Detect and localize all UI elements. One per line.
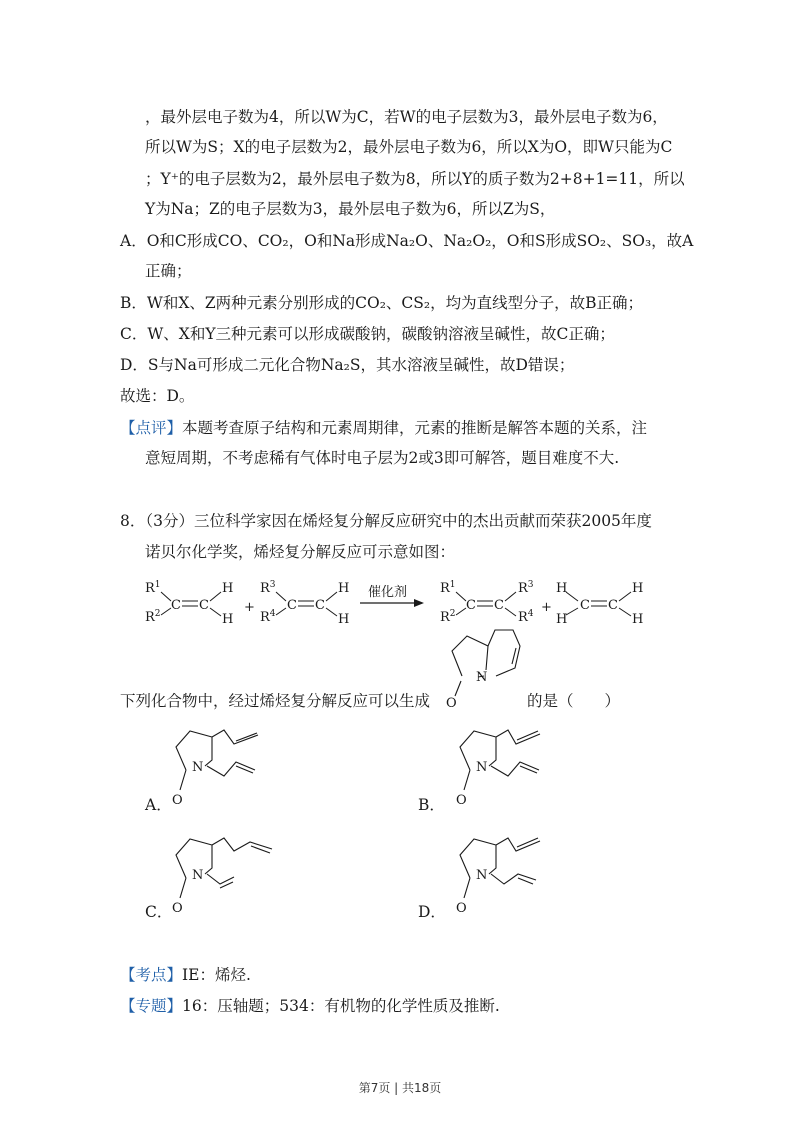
svg-text:R4: $R^4$ xyxy=(260,609,276,625)
kaodian-tag: 【考点】 xyxy=(120,966,183,984)
svg-text:C: C xyxy=(466,598,476,613)
option-b-label: B． xyxy=(418,796,445,814)
question-8-prompt-left: 下列化合物中，经过烯烃复分解反应可以生成 xyxy=(120,692,431,710)
solution-line-1: ，最外层电子数为4，所以W为C，若W的电子层数为3，最外层电子数为6， xyxy=(145,108,668,126)
svg-text:R3: $R^3$ xyxy=(518,580,534,596)
svg-text:C: C xyxy=(199,598,209,613)
svg-text:C: C xyxy=(315,598,325,613)
svg-text:C: C xyxy=(494,598,504,613)
svg-text:H: H xyxy=(222,612,234,627)
svg-text:O: O xyxy=(172,793,183,808)
comment-line-2: 意短周期，不考虑稀有气体时电子层为2或3即可解答，题目难度不大. xyxy=(145,449,620,467)
svg-text:O: O xyxy=(456,793,467,808)
option-c-label: C． xyxy=(145,903,173,921)
svg-text:R3: $R^3$ xyxy=(260,580,276,596)
svg-text:N: N xyxy=(476,868,488,883)
kaodian-text: IE：烯烃. xyxy=(182,966,251,984)
svg-text:N: N xyxy=(192,760,204,775)
solution-line-2: 所以W为S；X的电子层数为2，最外层电子数为6，所以X为O，即W只能为C xyxy=(145,138,673,156)
svg-text:H: H xyxy=(338,612,350,627)
solution-line-3: ；Y⁺的电子层数为2，最外层电子数为8，所以Y的质子数为2+8+1=11，所以 xyxy=(145,170,685,188)
svg-text:+: + xyxy=(244,600,255,615)
kaodian-line xyxy=(120,964,251,986)
svg-text:N: N xyxy=(476,670,488,685)
svg-text:O: O xyxy=(446,696,457,711)
svg-text:催化剂: 催化剂 xyxy=(368,585,408,600)
zhuanti-tag: 【专题】 xyxy=(120,997,183,1015)
page-footer: 第7页 | 共18页 xyxy=(358,1081,442,1095)
svg-text:R1: $R^1$ xyxy=(440,580,456,596)
svg-text:R4: $R^4$ xyxy=(518,609,534,625)
svg-text:N: N xyxy=(192,868,204,883)
question-8-line-1: 8．（3分）三位科学家因在烯烃复分解反应研究中的杰出贡献而荣获2005年度 xyxy=(120,512,652,530)
zhuanti-line xyxy=(120,995,500,1017)
answer-line: 故选：D。 xyxy=(120,387,195,405)
svg-text:H: H xyxy=(556,612,568,627)
question-8-prompt-right: 的是（ ） xyxy=(527,692,621,710)
comment-tag: 【点评】 xyxy=(120,419,183,437)
svg-text:C: C xyxy=(287,598,297,613)
svg-text:H: H xyxy=(556,581,568,596)
svg-text:C: C xyxy=(608,598,618,613)
svg-text:H: H xyxy=(632,581,644,596)
svg-text:O: O xyxy=(172,901,183,916)
analysis-c: C．W、X和Y三种元素可以形成碳酸钠，碳酸钠溶液呈碱性，故C正确； xyxy=(120,325,615,343)
analysis-b: B．W和X、Z两种元素分别形成的CO₂、CS₂，均为直线型分子，故B正确； xyxy=(120,294,643,312)
svg-text:C: C xyxy=(580,598,590,613)
svg-text:R2: $R^2$ xyxy=(440,609,456,625)
svg-text:H: H xyxy=(632,612,644,627)
comment-text-1: 本题考查原子结构和元素周期律，元素的推断是解答本题的关系，注 xyxy=(182,419,648,437)
svg-text:O: O xyxy=(456,901,467,916)
question-8-line-2: 诺贝尔化学奖，烯烃复分解反应可示意如图： xyxy=(145,543,456,561)
svg-text:R1: $R^1$ xyxy=(145,580,161,596)
svg-text:N: N xyxy=(476,760,488,775)
zhuanti-text: 16：压轴题；534：有机物的化学性质及推断. xyxy=(182,997,500,1015)
svg-text:R2: $R^2$ xyxy=(145,609,161,625)
analysis-a-line-2: 正确； xyxy=(145,262,192,280)
analysis-a-line-1: A．O和C形成CO、CO₂，O和Na形成Na₂O、Na₂O₂，O和S形成SO₂、SO₃，故A xyxy=(120,232,694,250)
analysis-d: D．S与Na可形成二元化合物Na₂S，其水溶液呈碱性，故D错误； xyxy=(120,356,575,374)
option-d-label: D． xyxy=(418,903,446,921)
svg-text:H: H xyxy=(338,581,350,596)
solution-line-4: Y为Na；Z的电子层数为3，最外层电子数为6，所以Z为S， xyxy=(145,200,556,218)
svg-text:C: C xyxy=(171,598,181,613)
svg-text:+: + xyxy=(541,600,552,615)
option-a-label: A． xyxy=(145,796,172,814)
svg-text:H: H xyxy=(222,581,234,596)
